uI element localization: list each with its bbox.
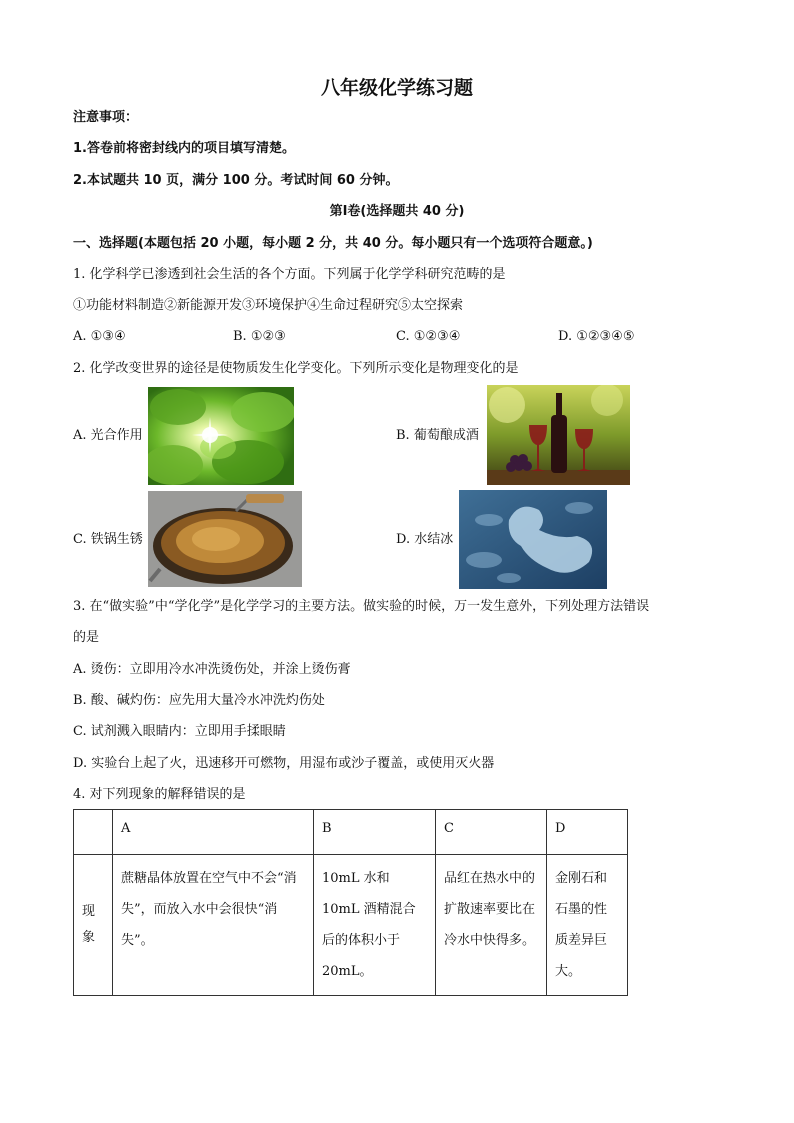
row-label: 现象 xyxy=(74,855,113,996)
q3-option-c: C. 试剂溅入眼睛内：立即用手揉眼睛 xyxy=(73,724,286,739)
q2-option-d: D. 水结冰 xyxy=(396,532,454,547)
q1-list: ①功能材料制造②新能源开发③环境保护④生命过程研究⑤太空探索 xyxy=(73,298,464,313)
notes-item-1: 1.答卷前将密封线内的项目填写清楚。 xyxy=(73,141,295,156)
q3-option-a: A. 烫伤：立即用冷水冲洗烫伤处，并涂上烫伤膏 xyxy=(73,662,351,677)
q2-option-a: A. 光合作用 xyxy=(73,428,143,443)
table-header-cell: C xyxy=(436,810,547,855)
q3-stem-line-2: 的是 xyxy=(73,630,100,645)
section-heading: 一、选择题(本题包括 20 小题，每小题 2 分，共 40 分。每小题只有一个选项符合题意。) xyxy=(73,236,593,251)
q2-stem: 2. 化学改变世界的途径是使物质发生化学变化。下列所示变化是物理变化的是 xyxy=(73,361,519,376)
photosynthesis-image xyxy=(148,387,294,485)
table-row xyxy=(74,855,628,996)
volume-title: 第Ⅰ卷(选择题共 40 分) xyxy=(329,204,465,219)
notes-item-2: 2.本试题共 10 页，满分 100 分。考试时间 60 分钟。 xyxy=(73,173,399,188)
table-cell: 蔗糖晶体放置在空气中不会“消失”，而放入水中会很快“消失”。 xyxy=(113,855,314,996)
q1-option-b: B. ①②③ xyxy=(233,329,286,344)
q4-stem: 4. 对下列现象的解释错误的是 xyxy=(73,787,246,802)
table-cell: 品红在热水中的扩散速率要比在冷水中快得多。 xyxy=(436,855,547,996)
table-header-row xyxy=(74,810,628,855)
notes-heading: 注意事项： xyxy=(73,110,139,125)
q3-option-d: D. 实验台上起了火，迅速移开可燃物，用湿布或沙子覆盖，或使用灭火器 xyxy=(73,756,495,771)
table-cell: 10mL 水和 10mL 酒精混合后的体积小于 20mL。 xyxy=(314,855,436,996)
q1-option-a: A. ①③④ xyxy=(73,329,126,344)
table-header-cell: B xyxy=(314,810,436,855)
table-cell: 金刚石和石墨的性质差异巨大。 xyxy=(547,855,628,996)
q3-stem-line-1: 3. 在“做实验”中“学化学”是化学学习的主要方法。做实验的时候，万一发生意外，下列处理方法错误 xyxy=(73,599,650,614)
q2-option-b: B. 葡萄酿成酒 xyxy=(396,428,479,443)
ice-image xyxy=(459,490,607,589)
page-title: 八年级化学练习题 xyxy=(320,77,473,99)
q1-stem: 1. 化学科学已渗透到社会生活的各个方面。下列属于化学学科研究范畴的是 xyxy=(73,267,506,282)
q2-option-c: C. 铁锅生锈 xyxy=(73,532,143,547)
table-header-cell: A xyxy=(113,810,314,855)
table-header-cell: D xyxy=(547,810,628,855)
q1-option-d: D. ①②③④⑤ xyxy=(558,329,635,344)
rusty-wok-image xyxy=(148,491,302,587)
q1-option-c: C. ①②③④ xyxy=(396,329,461,344)
q3-option-b: B. 酸、碱灼伤：应先用大量冷水冲洗灼伤处 xyxy=(73,693,325,708)
wine-image xyxy=(487,385,630,485)
q4-table xyxy=(73,809,628,996)
table-header-cell xyxy=(74,810,113,855)
